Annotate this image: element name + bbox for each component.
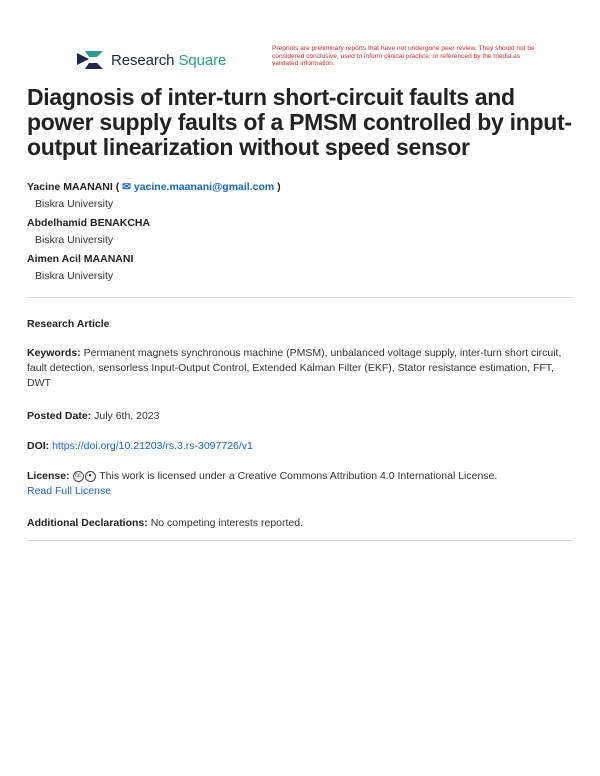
- email-icon: ✉: [122, 181, 131, 193]
- license-label: License:: [27, 470, 70, 482]
- doi-link[interactable]: https://doi.org/10.21203/rs.3.rs-3097726/v1: [52, 440, 253, 452]
- keywords-label: Keywords:: [27, 347, 81, 359]
- divider-top: [27, 297, 573, 298]
- author-1-name: Yacine MAANANI: [27, 181, 113, 193]
- read-full-license-link[interactable]: Read Full License: [27, 485, 112, 497]
- declarations-value: No competing interests reported.: [150, 517, 304, 529]
- license-text: This work is licensed under a Creative Commons Attribution 4.0 International License.: [99, 470, 498, 482]
- cc-by-icon: ●: [85, 471, 96, 482]
- research-square-logo[interactable]: [75, 48, 226, 72]
- author-1-affiliation: Biskra University: [35, 198, 114, 210]
- keywords: [27, 346, 573, 391]
- author-3-name: Aimen Acil MAANANI: [27, 253, 134, 265]
- additional-declarations: [27, 516, 573, 531]
- posted-date-value: July 6th, 2023: [94, 410, 160, 422]
- logo-word-square: Square: [178, 51, 227, 69]
- article-type-label: Research Article: [27, 318, 110, 330]
- declarations-label: Additional Declarations:: [27, 517, 148, 529]
- keywords-value: Permanent magnets synchronous machine (PMSM), unbalanced voltage supply, inter-turn short circuit, fault detection, sensorless Input-Output Control, Extended Kalman Filter (EKF), Stator resistance estimation, FFT, DWT: [27, 347, 562, 389]
- author-name: Yacine MAANANI ( ✉ yacine.maanani@gmail.com ): [27, 181, 281, 193]
- article-type: [27, 317, 573, 332]
- logo-word-research: Research: [111, 51, 175, 69]
- posted-date-label: Posted Date:: [27, 410, 92, 422]
- logo-text: [111, 52, 226, 69]
- author-2-name: Abdelhamid BENAKCHA: [27, 217, 151, 229]
- author-2-affiliation: Biskra University: [35, 234, 114, 246]
- doi-label: DOI:: [27, 440, 50, 452]
- author-list: [27, 180, 281, 288]
- preprint-disclaimer: Preprints are preliminary reports that have not undergone peer review. They should not be considered conclusive, used to inform clinical practice, or referenced by the media as validated information.: [272, 45, 535, 68]
- research-square-logo-icon: [75, 49, 105, 71]
- posted-date: [27, 409, 573, 424]
- license: [27, 469, 573, 499]
- cc-icon: cc: [73, 471, 84, 482]
- doi: [27, 439, 573, 454]
- paper-title: Diagnosis of inter-turn short-circuit faults and power supply faults of a PMSM controlled by input-output linearization without speed sensor: [27, 84, 572, 160]
- author-1-email-link[interactable]: yacine.maanani@gmail.com: [133, 181, 275, 193]
- author-3-affiliation: Biskra University: [35, 270, 114, 282]
- divider-bottom: [27, 540, 573, 541]
